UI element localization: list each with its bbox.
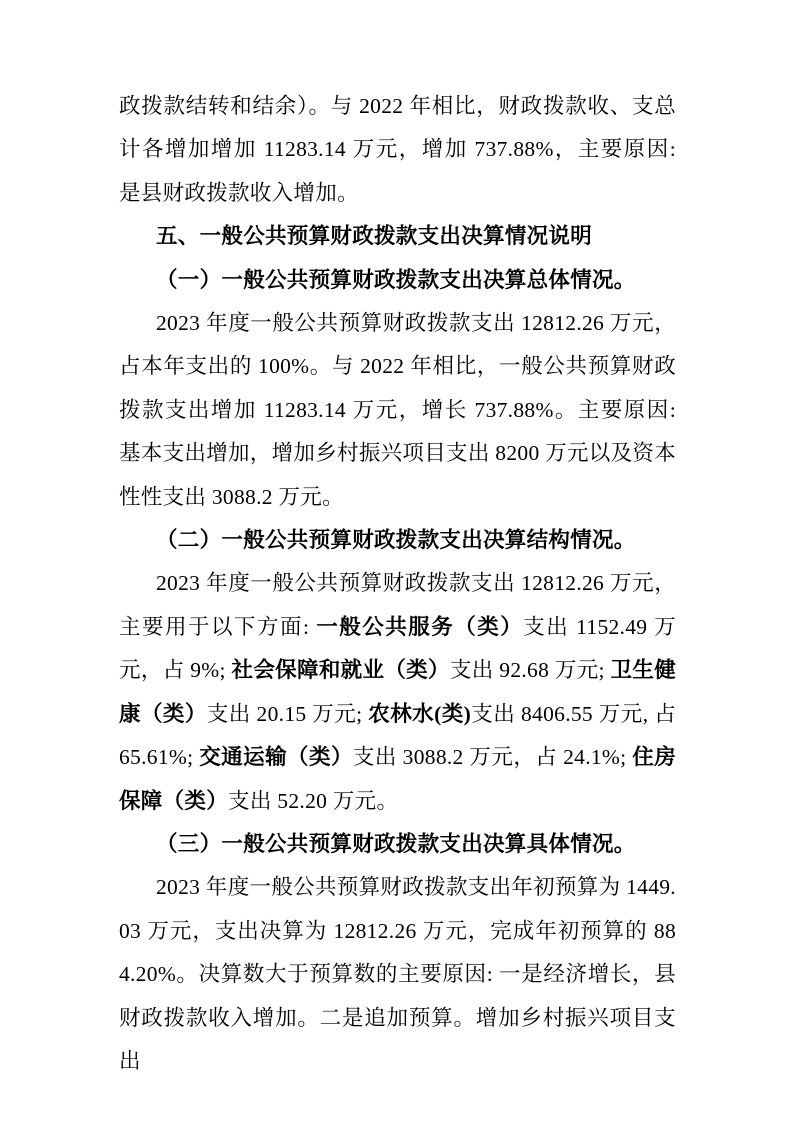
bold-text-run: 五、一般公共预算财政拨款支出决算情况说明 [156,224,593,249]
heading-section-5-2 [119,519,676,562]
para-overall-situation [119,302,676,519]
heading-section-5-1 [119,259,676,302]
text-run: 2023 年度一般公共预算财政拨款支出年初预算为 1449.03 万元，支出决算为 12812.26 万元，完成年初预算的 884.20%。决算数大于预算数的主要原因: 一是经济增长，县财政拨款收入增加。二是追加预算。增加乡村振兴项目支出 [119,875,676,1073]
document-body [119,85,676,1083]
para-specific-situation [119,866,676,1083]
bold-text-run: （一）一般公共预算财政拨款支出决算总体情况。 [156,267,636,292]
bold-text-run: （二）一般公共预算财政拨款支出决算结构情况。 [156,528,636,553]
text-run: 支出 52.20 万元。 [228,788,399,813]
text-run: 支出 1152.49 万元，占 9%; [119,614,676,683]
text-run: 支出 8406.55 万元, 占 65.61%; [119,701,677,770]
text-run: 支出 92.68 万元; [449,658,611,683]
heading-section-5-3 [119,823,676,866]
text-run: 2023 年度一般公共预算财政拨款支出 12812.26 万元，主要用于以下方面: [119,571,676,639]
text-run: 支出 3088.2 万元，占 24.1%; [352,745,633,770]
bold-text-run: 社会保障和就业（类） [231,658,450,683]
bold-text-run: 卫生健康（类） [119,658,676,726]
bold-text-run: 农林水(类) [368,701,472,726]
text-run: 政拨款结转和结余）。与 2022 年相比，财政拨款收、支总计各增加增加 11283.14 万元，增加 737.88%，主要原因: 是县财政拨款收入增加。 [119,94,676,205]
text-run: 支出 20.15 万元; [206,701,369,726]
bold-text-run: 住房保障（类） [119,745,676,813]
para-fiscal-total-continuation [119,85,676,215]
bold-text-run: 交通运输（类） [199,745,353,770]
bold-text-run: （三）一般公共预算财政拨款支出决算具体情况。 [156,831,636,856]
heading-section-5 [119,215,676,258]
bold-text-run: 一般公共服务（类） [316,614,524,639]
para-structure-situation [119,562,676,822]
text-run: 2023 年度一般公共预算财政拨款支出 12812.26 万元，占本年支出的 100%。与 2022 年相比，一般公共预算财政拨款支出增加 11283.14 万元，增长 737.88%。主要原因: 基本支出增加，增加乡村振兴项目支出 8200 万元以及资本性性支出 3088.2 万元。 [119,311,676,509]
